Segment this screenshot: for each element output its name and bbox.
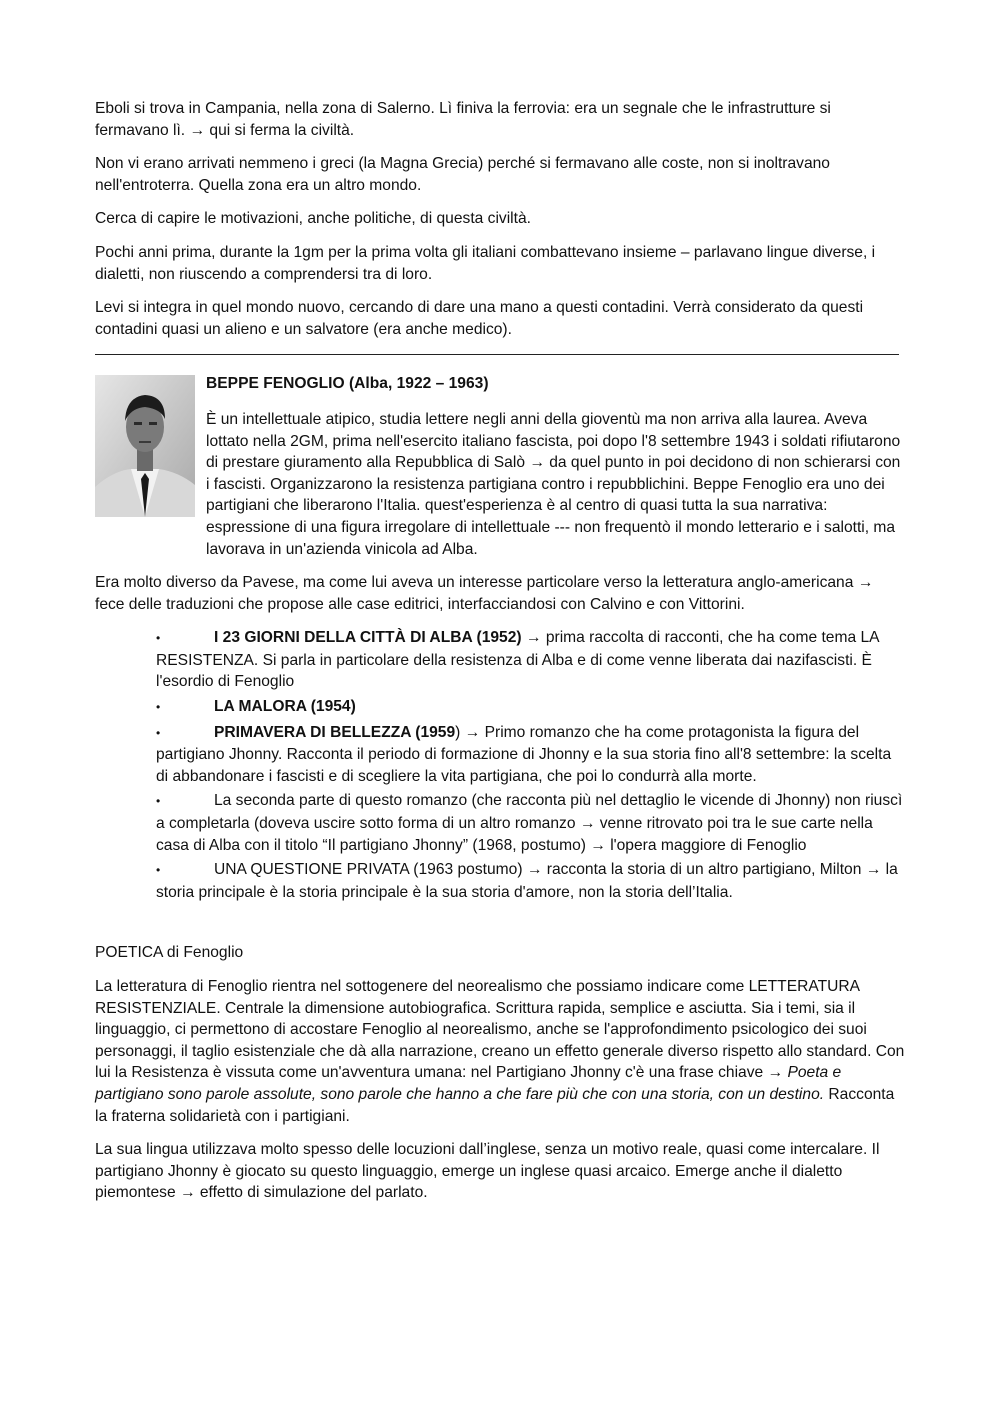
author-bio: [95, 409, 907, 560]
work-title: PRIMAVERA DI BELLEZZA (1959: [214, 723, 456, 741]
paragraph-eboli: Eboli si trova in Campania, nella zona di Salerno. Lì finiva la ferrovia: era un segnale che le infrastrutture si fermavano lì. → qui si ferma la civiltà.: [95, 100, 831, 139]
paragraph-lingua: La sua lingua utilizzava molto spesso delle locuzioni dall’inglese, senza un motivo reale, quasi come intercalare. Il partigiano Jhonny è giocato su questo linguaggio, emerge un inglese quasi arcaico. Emerge anche il dialetto piemontese → effetto di simulazione del parlato.: [95, 1141, 880, 1202]
list-item: [156, 859, 907, 903]
work-description: La seconda parte di questo romanzo (che racconta più nel dettaglio le vicende di Jhonny) non riuscì a completarla (doveva uscire sotto forma di un altro romanzo → venne ritrovato poi tra le sue carte nella casa di Alba con il titolo “Il partigiano Jhonny” (1968, postumo) → l'opera maggiore di Fenoglio: [156, 792, 903, 854]
document-page: [95, 98, 907, 1216]
work-title: LA MALORA (1954): [214, 698, 356, 716]
paragraph-motivazioni: Cerca di capire le motivazioni, anche politiche, di questa civiltà.: [95, 210, 531, 228]
author-portrait-icon: [95, 375, 195, 517]
bullet-icon: •: [156, 863, 161, 878]
poetica-text-before: La letteratura di Fenoglio rientra nel sottogenere del neorealismo che possiamo indicare come LETTERATURA RESISTENZIALE. Centrale la dimensione autobiografica. Scrittura rapida, semplice e asciutta. Sia i temi, sia il linguaggio, ci permettono di accostare Fenoglio al neorealismo, anche se l'approfondimento psicologico dei suoi personaggi, il taglio esistenziale che dà alla narrazione, creano un effetto generale diverso rispetto allo standard. Con lui la Resistenza è vissuta come un'avventura umana: nel Partigiano Jhonny c'è una frase chiave →: [95, 978, 905, 1082]
bullet-icon: •: [156, 725, 161, 740]
bullet-icon: •: [156, 794, 161, 809]
paragraph-1gm: Pochi anni prima, durante la 1gm per la prima volta gli italiani combattevano insieme – parlavano lingue diverse, i dialetti, non riuscendo a comprendersi tra di loro.: [95, 243, 876, 283]
paragraph-poetica: [95, 976, 907, 1127]
list-item: [156, 790, 907, 856]
poetica-heading: POETICA di Fenoglio: [95, 944, 244, 962]
work-description: UNA QUESTIONE PRIVATA (1963 postumo) → racconta la storia di un altro partigiano, Milton → la storia principale è la storia principale è la sua storia d'amore, non la storia dell’Italia.: [156, 861, 898, 901]
paragraph-pavese: Era molto diverso da Pavese, ma come lui aveva un interesse particolare verso la letteratura anglo-americana → fece delle traduzioni che propose alle case editrici, interfacciandosi con Calvino e con Vittorini.: [95, 574, 874, 613]
author-bio-text: È un intellettuale atipico, studia lettere negli anni della gioventù ma non arriva alla laurea. Aveva lottato nella 2GM, prima nell'esercito italiano fascista, poi dopo l'8 settembre 1943 i soldati rifiutarono di prestare giuramento alla Repubblica di Salò → da quel punto in poi decidono di non schierarsi con i fascisti. Organizzarono la resistenza partigiana contro i repubblichini. Beppe Fenoglio era uno dei partigiani che liberarono l'Italia. quest'esperienza è al centro di quasi tutta la sua narrativa: espressione di una figura irregolare di intellettuale --- non frequentò il mondo letterario e i salotti, ma lavorava in un'azienda vinicola ad Alba.: [206, 410, 901, 558]
poetica-text-after: Racconta la fraterna solidarietà con i partigiani.: [95, 1085, 895, 1125]
work-title: I 23 GIORNI DELLA CITTÀ DI ALBA (1952): [214, 629, 522, 647]
works-list: [156, 627, 907, 903]
paragraph-levi: Levi si integra in quel mondo nuovo, cercando di dare una mano a questi contadini. Verrà considerato da questi contadini quasi un alieno e un salvatore (era anche medico).: [95, 299, 864, 338]
author-title: BEPPE FENOGLIO (Alba, 1922 – 1963): [206, 375, 489, 393]
list-item: [156, 696, 907, 719]
list-item: [156, 722, 907, 788]
author-photo: [95, 375, 195, 517]
bullet-icon: •: [156, 631, 161, 646]
paragraph-magna-grecia: Non vi erano arrivati nemmeno i greci (la Magna Grecia) perché si fermavano alle coste, non si inoltravano nell'entroterra. Quella zona era un altro mondo.: [95, 155, 830, 194]
list-item: [156, 627, 907, 693]
bullet-icon: •: [156, 700, 161, 715]
spacer: [95, 906, 907, 942]
work-description: ) → Primo romanzo che ha come protagonista la figura del partigiano Jhonny. Racconta il periodo di formazione di Jhonny e la sua storia fino all'8 settembre: la scelta di abbandonare i fascisti e di scegliere la vita partigiana, che poi lo condurrà alla morte.: [156, 723, 892, 785]
section-divider: [95, 354, 899, 355]
work-description: → prima raccolta di racconti, che ha come tema LA RESISTENZA. Si parla in particolare della resistenza di Alba e di come venne liberata dai nazifascisti. È l'esordio di Fenoglio: [156, 629, 879, 691]
author-section: [95, 373, 907, 572]
poetica-quote: Poeta e partigiano sono parole assolute, sono parole che hanno a che fare più che con una storia, con un destino.: [95, 1064, 842, 1103]
